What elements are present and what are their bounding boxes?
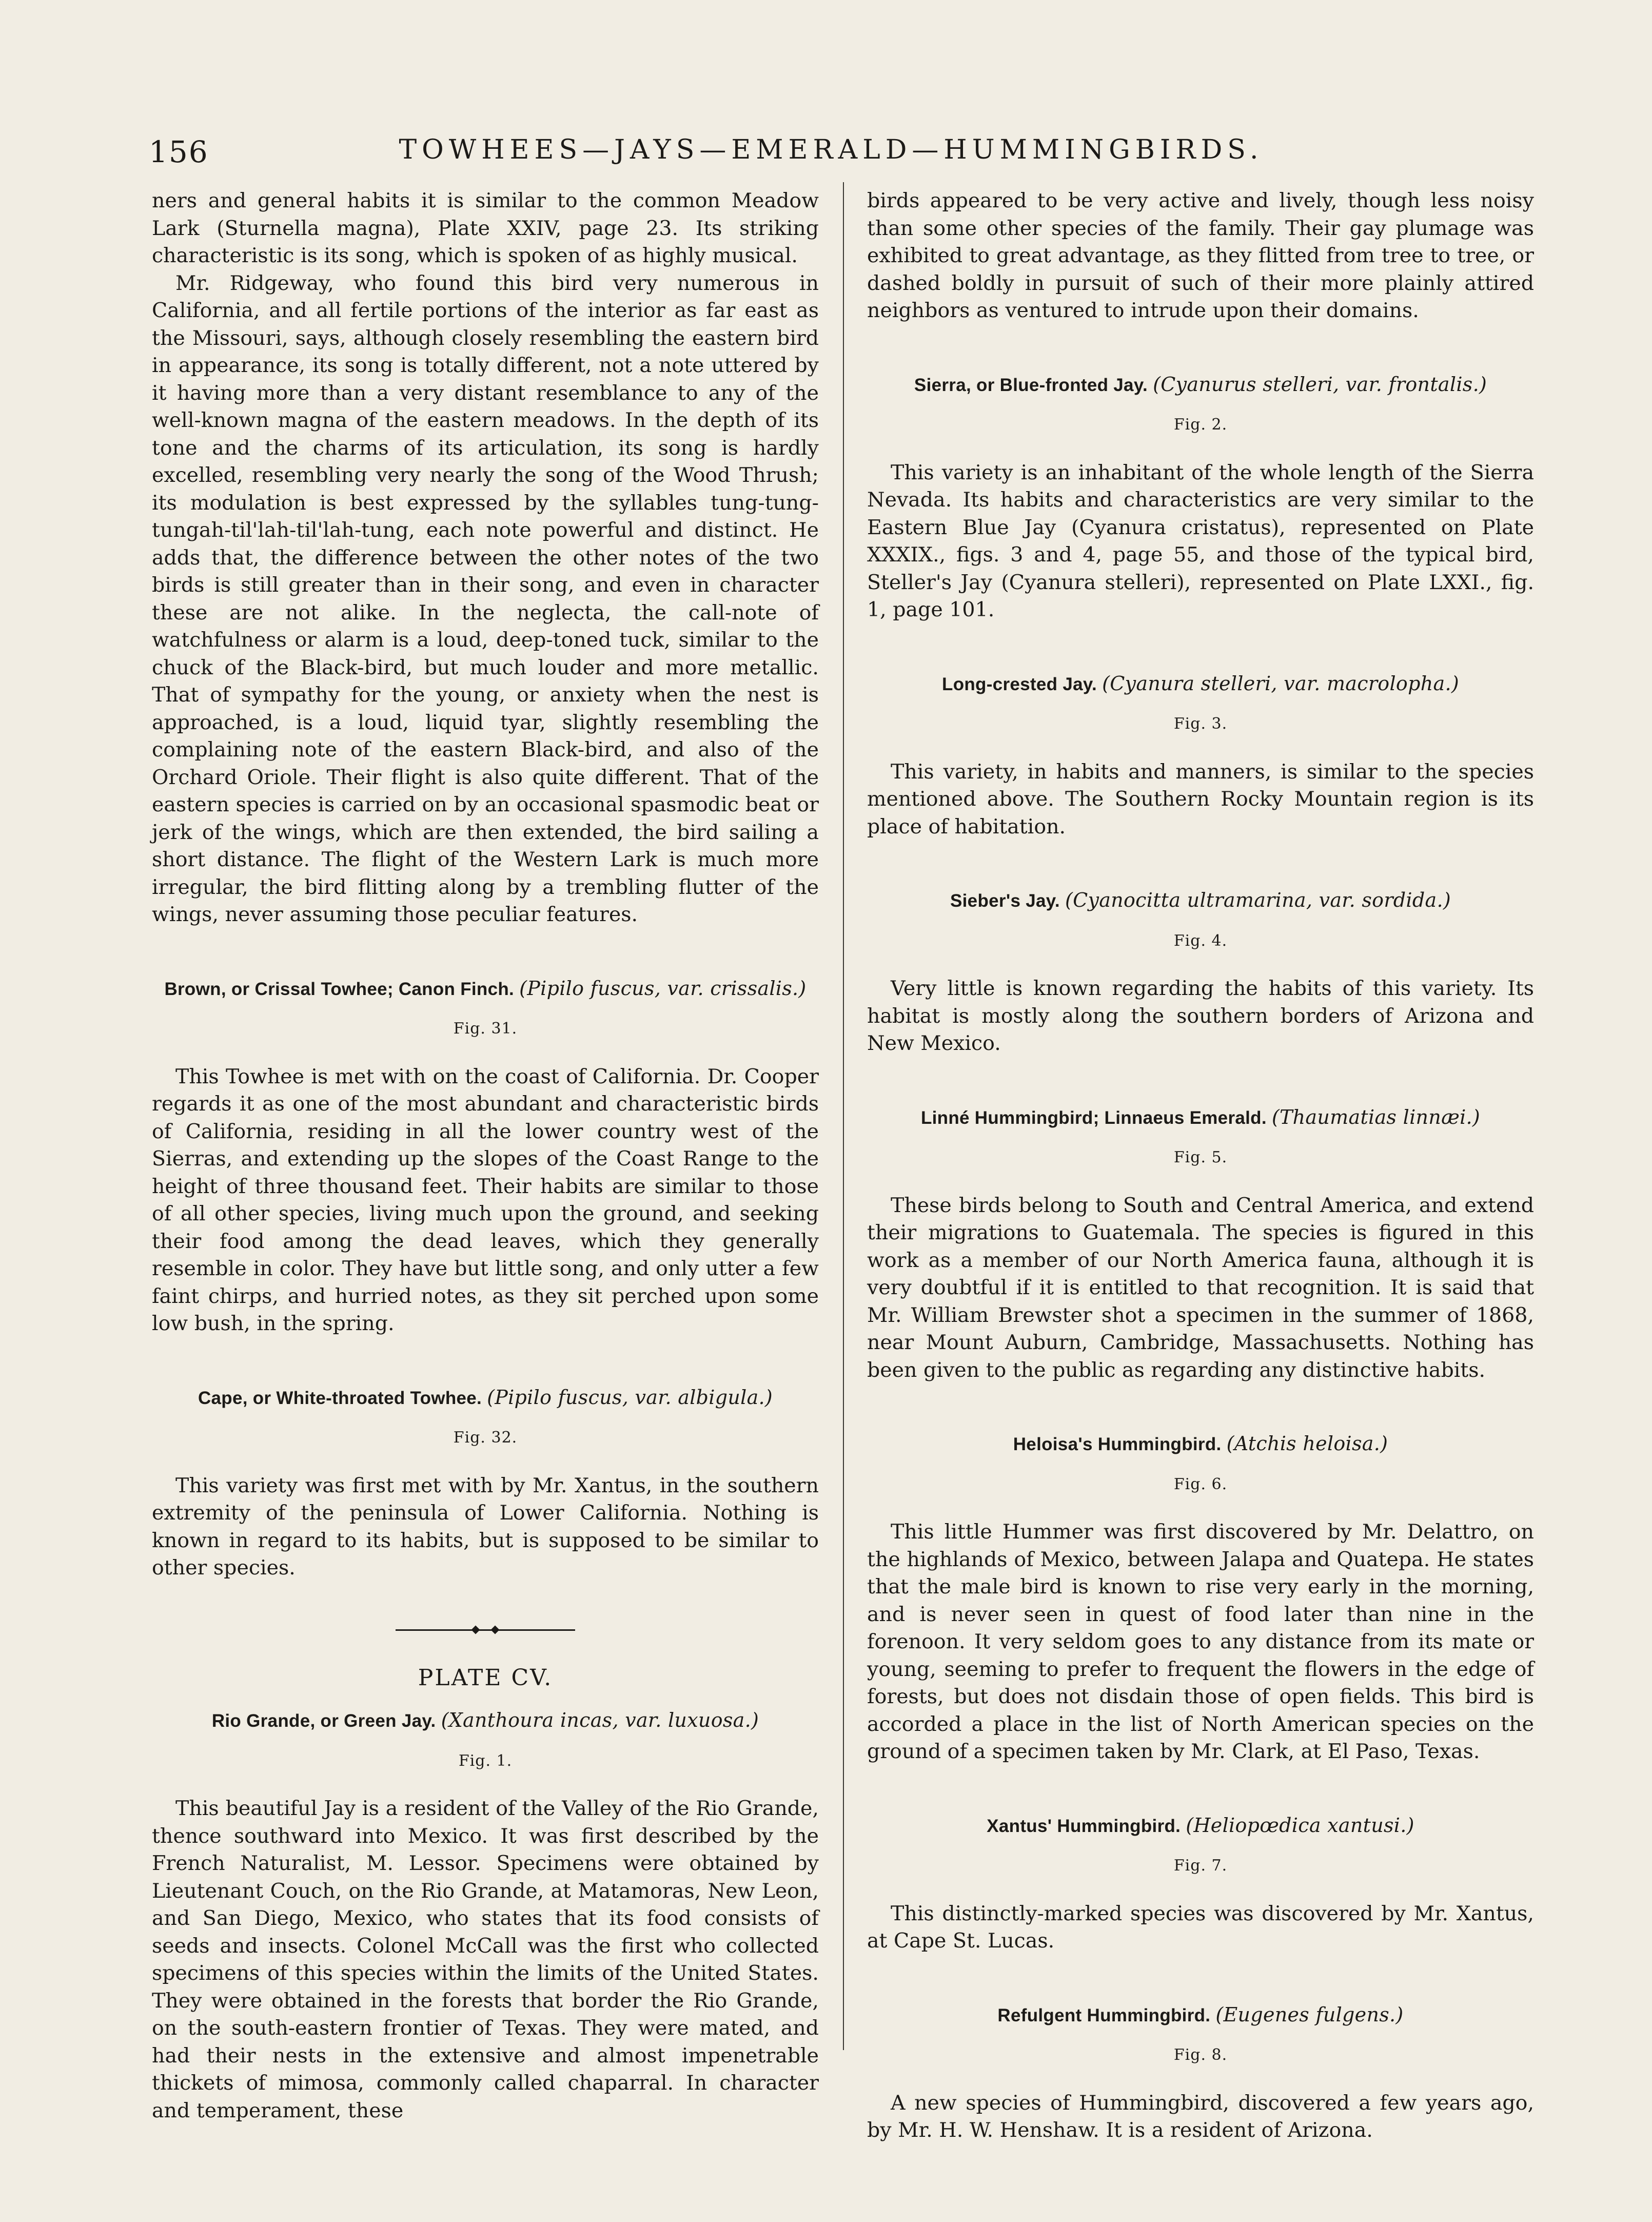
species-heading bbox=[152, 1707, 819, 1735]
species-name: Rio Grande, or Green Jay. bbox=[211, 1711, 436, 1731]
species-heading bbox=[867, 2001, 1534, 2030]
species-name: Heloisa's Hummingbird. bbox=[1013, 1434, 1222, 1454]
figure-label: Fig. 8. bbox=[1173, 2046, 1228, 2064]
species-name: Cape, or White-throated Towhee. bbox=[198, 1388, 482, 1408]
scientific-name: (Atchis heloisa.) bbox=[1226, 1432, 1388, 1455]
paragraph: ners and general habits it is similar to the common Meadow Lark (Sturnella magna), Plate XXIV, page 23. Its striking characteristic is its song, which is spoken of as highly musical. bbox=[152, 189, 819, 267]
scientific-name: (Cyanocitta ultramarina, var. sordida.) bbox=[1065, 889, 1451, 911]
paragraph: This distinctly-marked species was discovered by Mr. Xantus, at Cape St. Lucas. bbox=[867, 1901, 1534, 1953]
species-name: Refulgent Hummingbird. bbox=[997, 2005, 1211, 2025]
paragraph: This variety, in habits and manners, is similar to the species mentioned above. The Southern Rocky Mountain region is its place of habitation. bbox=[867, 759, 1534, 839]
paragraph: This little Hummer was first discovered by Mr. Delattro, on the highlands of Mexico, between Jalapa and Quatepa. He states that the male bird is known to rise very early in the morning, and is never seen in quest of food later than nine in the forenoon. It very seldom goes to any distance from its mate or young, seeming to prefer to frequent the flowers in the edge of forests, but does not disdain those of open fields. This bird is accorded a place in the list of North American species on the ground of a specimen taken by Mr. Clark, at El Paso, Texas. bbox=[867, 1520, 1534, 1763]
species-heading bbox=[867, 1104, 1534, 1132]
paragraph: This beautiful Jay is a resident of the Valley of the Rio Grande, thence southward into Mexico. It was first described by the French Naturalist, M. Lessor. Specimens were obtained by Lieutenant Couch, on the Rio Grande, at Matamoras, New Leon, and San Diego, Mexico, who states that its food consists of seeds and insects. Colonel McCall was the first who collected specimens of this species within the limits of the United States. They were obtained in the forests that border the Rio Grande, on the south-eastern frontier of Texas. They were mated, and had their nests in the extensive and almost impenetrable thickets of mimosa, commonly called chaparral. In character and temperament, these bbox=[152, 1797, 819, 2122]
paragraph: This Towhee is met with on the coast of California. Dr. Cooper regards it as one of the most abundant and characteristic birds of California, residing in all the lower country west of the Sierras, and extending up the slopes of the Coast Range to the height of three thousand feet. Their habits are similar to those of all other species, living much upon the ground, and seeking their food among the dead leaves, which they generally resemble in color. They have but little song, and only utter a few faint chirps, and hurried notes, as they sit perched upon some low bush, in the spring. bbox=[152, 1064, 819, 1335]
right-column bbox=[867, 187, 1534, 2145]
species-heading bbox=[867, 1430, 1534, 1458]
page-number: 156 bbox=[149, 134, 209, 169]
paragraph: This variety was first met with by Mr. Xantus, in the southern extremity of the peninsula of Lower California. Nothing is known in regard to its habits, but is supposed to be similar to other species. bbox=[152, 1473, 819, 1580]
scientific-name: (Xanthoura incas, var. luxuosa.) bbox=[441, 1709, 759, 1731]
figure-label: Fig. 6. bbox=[1173, 1475, 1228, 1493]
species-heading bbox=[152, 1384, 819, 1412]
species-name: Sieber's Jay. bbox=[950, 891, 1060, 911]
scientific-name: (Pipilo fuscus, var. crissalis.) bbox=[519, 977, 807, 1000]
figure-label: Fig. 31. bbox=[453, 1020, 518, 1038]
scientific-name: (Cyanura stelleri, var. macrolopha.) bbox=[1102, 672, 1459, 695]
figure-label: Fig. 4. bbox=[1173, 931, 1228, 950]
paragraph: These birds belong to South and Central America, and extend their migrations to Guatemala. The species is figured in this work as a member of our North America fauna, although it is very doubtful if it is entitled to that recognition. It is said that Mr. William Brewster shot a specimen in the summer of 1868, near Mount Auburn, Cambridge, Massachusetts. Nothing has been given to the public as regarding any distinctive habits. bbox=[867, 1193, 1534, 1382]
species-heading bbox=[867, 887, 1534, 915]
species-heading bbox=[152, 975, 819, 1003]
plate-title: PLATE CV. bbox=[418, 1664, 553, 1691]
scientific-name: (Thaumatias linnæi.) bbox=[1271, 1105, 1481, 1128]
species-name: Sierra, or Blue-fronted Jay. bbox=[914, 375, 1148, 395]
figure-label: Fig. 5. bbox=[1173, 1148, 1228, 1166]
figure-label: Fig. 7. bbox=[1173, 1857, 1228, 1875]
species-name: Brown, or Crissal Towhee; Canon Finch. bbox=[164, 979, 515, 999]
paragraph: birds appeared to be very active and lively, though less noisy than some other species of the family. Their gay plumage was exhibited to great advantage, as they flitted from tree to tree, or dashed boldly in pursuit of such of their more plainly attired neighbors as ventured to intrude upon their domains. bbox=[867, 189, 1534, 322]
figure-label: Fig. 3. bbox=[1173, 715, 1228, 733]
left-column bbox=[152, 187, 819, 2124]
species-name: Long-crested Jay. bbox=[942, 674, 1097, 694]
species-heading bbox=[867, 670, 1534, 698]
scientific-name: (Heliopœdica xantusi.) bbox=[1186, 1814, 1414, 1837]
paragraph: Mr. Ridgeway, who found this bird very numerous in California, and all fertile portions of the interior as far east as the Missouri, says, although closely resembling the eastern bird in appearance, its song is totally different, not a note uttered by it having more than a very distant resemblance to any of the well-known magna of the eastern meadows. In the depth of its tone and the charms of its articulation, its song is hardly excelled, resembling very nearly the song of the Wood Thrush; its modulation is best expressed by the syllables tung-tung-tungah-til'lah-til'lah-tung, each note powerful and distinct. He adds that, the difference between the other notes of the two birds is still greater than in their song, and even in character these are not alike. In the neglecta, the call-note of watchfulness or alarm is a loud, deep-toned tuck, similar to the chuck of the Black-bird, but much louder and more metallic. That of sympathy for the young, or anxiety when the nest is approached, is a loud, liquid tyar, slightly resembling the complaining note of the eastern Black-bird, and also of the Orchard Oriole. Their flight is also quite different. That of the eastern species is carried on by an occasional spasmodic beat or jerk of the wings, which are then extended, the bird sailing a short distance. The flight of the Western Lark is much more irregular, the bird flitting along by a trembling flutter of the wings, never assuming those peculiar features. bbox=[152, 271, 819, 926]
scientific-name: (Pipilo fuscus, var. albigula.) bbox=[487, 1386, 773, 1409]
running-title: TOWHEES—JAYS—EMERALD—HUMMINGBIRDS. bbox=[399, 134, 1264, 165]
species-name: Xantus' Hummingbird. bbox=[987, 1816, 1181, 1836]
species-heading bbox=[867, 371, 1534, 399]
page-header bbox=[149, 134, 1513, 176]
species-name: Linné Hummingbird; Linnaeus Emerald. bbox=[920, 1107, 1267, 1128]
section-ornament bbox=[396, 1626, 575, 1633]
figure-label: Fig. 1. bbox=[458, 1751, 513, 1770]
paragraph: A new species of Hummingbird, discovered a few years ago, by Mr. H. W. Henshaw. It is a resident of Arizona. bbox=[867, 2091, 1534, 2142]
scientific-name: (Eugenes fulgens.) bbox=[1215, 2003, 1404, 2026]
paragraph: Very little is known regarding the habits of this variety. Its habitat is mostly along the southern borders of Arizona and New Mexico. bbox=[867, 977, 1534, 1055]
figure-label: Fig. 32. bbox=[453, 1429, 518, 1447]
paragraph: This variety is an inhabitant of the whole length of the Sierra Nevada. Its habits and characteristics are very similar to the Eastern Blue Jay (Cyanura cristatus), represented on Plate XXXIX., figs. 3 and 4, page 55, and those of the typical bird, Steller's Jay (Cyanura stelleri), represented on Plate LXXI., fig. 1, page 101. bbox=[867, 460, 1534, 621]
species-heading bbox=[867, 1812, 1534, 1840]
figure-label: Fig. 2. bbox=[1173, 416, 1228, 434]
column-divider bbox=[843, 182, 844, 2050]
scientific-name: (Cyanurus stelleri, var. frontalis.) bbox=[1153, 373, 1487, 396]
